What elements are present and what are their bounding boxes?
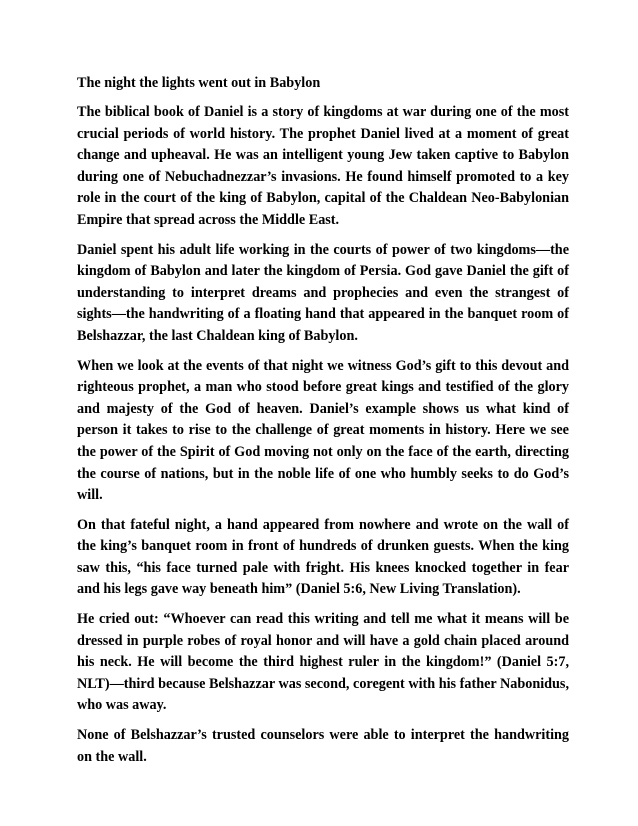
document-title: The night the lights went out in Babylon [77,75,321,91]
paragraph-6: None of Belshazzar’s trusted counselors were able to interpret the handwriting on the wall. [77,727,569,765]
document-body [77,72,569,776]
paragraph-5: He cried out: “Whoever can read this writing and tell me what it means will be dressed in purple robes of royal honor and will have a gold chain placed around his neck. He will become the third highest ruler in the kingdom!” (Daniel 5:7, NLT)—third because Belshazzar was second, coregent with his father Nabonidus, who was away. [77,611,569,714]
paragraph-1: The biblical book of Daniel is a story of kingdoms at war during one of the most crucial periods of world history. The prophet Daniel lived at a moment of great change and upheaval. He was an intelligent young Jew taken captive to Babylon during one of Nebuchadnezzar’s invasions. He found himself promoted to a key role in the court of the king of Babylon, capital of the Chaldean Neo-Babylonian Empire that spread across the Middle East. [77,104,569,228]
paragraph-4: On that fateful night, a hand appeared from nowhere and wrote on the wall of the king’s banquet room in front of hundreds of drunken guests. When the king saw this, “his face turned pale with fright. His knees knocked together in fear and his legs gave way beneath him” (Daniel 5:6, New Living Translation). [77,516,569,598]
paragraph-2: Daniel spent his adult life working in the courts of power of two kingdoms—the kingdom of Babylon and later the kingdom of Persia. God gave Daniel the gift of understanding to interpret dreams and prophecies and even the strangest of sights—the handwriting of a floating hand that appeared in the banquet room of Belshazzar, the last Chaldean king of Babylon. [77,241,569,344]
paragraph-3: When we look at the events of that night we witness God’s gift to this devout and righteous prophet, a man who stood before great kings and testified of the glory and majesty of the God of heaven. Daniel’s example shows us what kind of person it takes to rise to the challenge of great moments in history. Here we see the power of the Spirit of God moving not only on the face of the earth, directing the course of nations, but in the noble life of one who humbly seeks to do God’s will. [77,357,569,504]
